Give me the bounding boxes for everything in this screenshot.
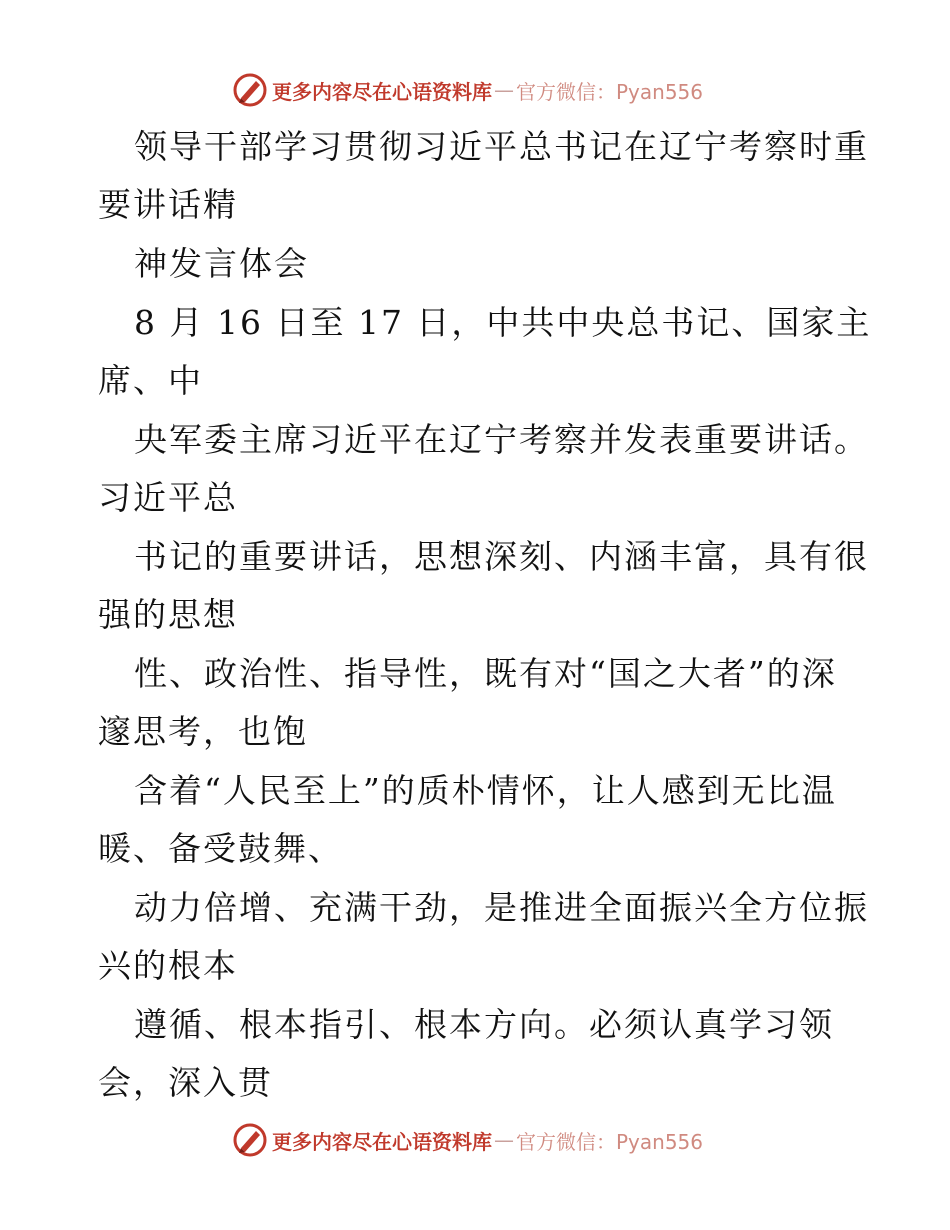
- document-line: 习近平总: [98, 478, 238, 517]
- pen-logo-icon: [232, 72, 268, 108]
- header-banner-text: [272, 76, 703, 105]
- document-line: 会，深入贯: [98, 1063, 273, 1102]
- footer-banner-main: 更多内容尽在心语资料库: [272, 1129, 492, 1154]
- footer-banner-separator: —: [494, 1128, 514, 1152]
- header-banner: [232, 70, 732, 110]
- document-line: 性、政治性、指导性，既有对“国之大者”的深: [134, 654, 837, 693]
- footer-banner-text: [272, 1126, 703, 1155]
- header-banner-separator: —: [494, 78, 514, 102]
- header-banner-wechat: 官方微信：Pyan556: [516, 79, 704, 104]
- document-line: 动力倍增、充满干劲，是推进全面振兴全方位振: [134, 888, 869, 927]
- document-line: 领导干部学习贯彻习近平总书记在辽宁考察时重: [134, 127, 869, 166]
- document-line: 要讲话精: [98, 185, 238, 224]
- document-line: 席、中: [98, 361, 203, 400]
- document-line: 暖、备受鼓舞、: [98, 829, 343, 868]
- header-banner-main: 更多内容尽在心语资料库: [272, 79, 492, 104]
- document-line: 遵循、根本指引、根本方向。必须认真学习领: [134, 1005, 834, 1044]
- pen-logo-icon: [232, 1122, 268, 1158]
- footer-banner: [232, 1120, 732, 1160]
- document-line: 8 月 16 日至 17 日，中共中央总书记、国家主: [134, 303, 872, 342]
- document-line: 强的思想: [98, 595, 238, 634]
- document-line: 神发言体会: [134, 244, 309, 283]
- document-line: 兴的根本: [98, 946, 238, 985]
- document-line: 邃思考，也饱: [98, 712, 308, 751]
- document-line: 央军委主席习近平在辽宁考察并发表重要讲话。: [134, 420, 869, 459]
- document-line: 书记的重要讲话，思想深刻、内涵丰富，具有很: [134, 537, 869, 576]
- document-line: 含着“人民至上”的质朴情怀，让人感到无比温: [134, 771, 837, 810]
- footer-banner-wechat: 官方微信：Pyan556: [516, 1129, 704, 1154]
